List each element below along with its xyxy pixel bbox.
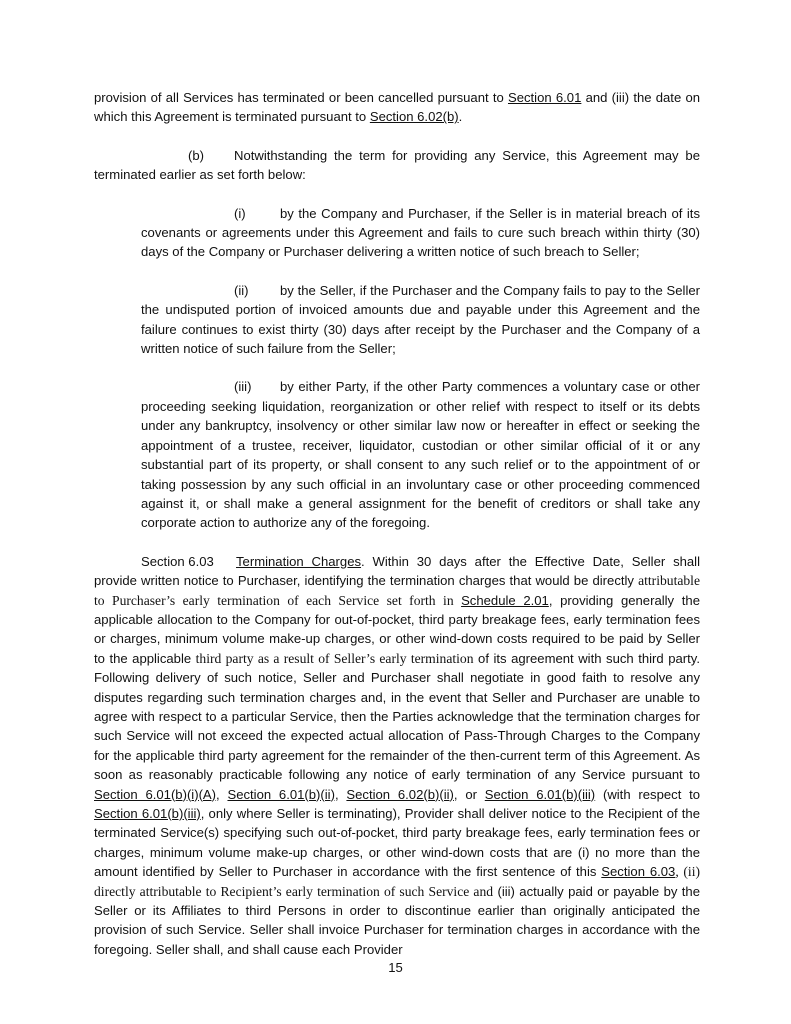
clause-ii (141, 281, 700, 359)
cross-reference-link[interactable]: Section 6.01(b)(iii) (94, 806, 201, 821)
text: and (iii) the date on which this Agreement is terminated pursuant to (94, 90, 701, 125)
text: . (458, 109, 463, 125)
text: , or (453, 786, 485, 802)
clause-text: by the Company and Purchaser, if the Seller is in material breach of its covenants or agreements under this Agreement and fails to cure such breach within thirty (30) days of the Company or Purchaser delivering a written notice of such breach to Seller; (141, 205, 700, 260)
document-body (94, 88, 700, 959)
cross-reference-link[interactable]: Section 6.01 (507, 90, 582, 105)
cross-reference-link[interactable]: Section 6.01(b)(ii) (227, 786, 335, 802)
clause-text: Notwithstanding the term for providing any Service, this Agreement may be terminated earlier as set forth below: (94, 147, 700, 183)
text: , (216, 786, 228, 802)
clause-label: (i) (234, 205, 246, 221)
text: provision of all Services has terminated or been cancelled pursuant to (94, 90, 508, 105)
text: , providing generally the applicable allocation to the Company for out-of-pocket, third party breakage fees, early termination fees or charges, minimum volume make-up charges, or other wind-down costs required to be paid by Seller to the applicable (94, 592, 700, 666)
cross-reference-link[interactable]: Section 6.02(b)(ii) (346, 786, 454, 802)
cross-reference-link[interactable]: Section 6.02(b) (369, 109, 459, 125)
clause-label: (b) (188, 147, 205, 163)
cross-reference-link[interactable]: Section 6.01(b)(iii) (484, 786, 596, 802)
section-heading: Termination Charges (236, 553, 362, 569)
text: of its agreement with such third party. Following delivery of such notice, Seller and Purchaser shall negotiate in good faith to resolve any disputes regarding such termination charges and, in the event that Seller and Purchaser are unable to agree with respect to a particular Service, then the Parties acknowledge that the termination charges for such Service will not exceed the expected actual allocation of Pass-Through Charges to the Company for the applicable third party agreement for the remainder of the then-current term of this Agreement. As soon as reasonably practicable following any notice of early termination of any Service pursuant to (94, 650, 700, 783)
text: , (334, 786, 347, 802)
text: (iii) actually paid or payable by the Seller or its Affiliates to third Persons in order to discontinue earlier than originally anticipated the provision of such Service. Seller shall invoice Purchaser for termination charges in accordance with the foregoing. Seller shall, and shall cause each Provider (94, 883, 700, 957)
section-number: Section 6.03 (141, 553, 214, 569)
paragraph-continuation (94, 88, 700, 127)
clause-label: (ii) (234, 282, 249, 298)
clause-text: by the Seller, if the Purchaser and the Company fails to pay to the Seller the undisputed portion of invoiced amounts due and payable under this Agreement and the failure continues to exist thirty (30) days after receipt by the Purchaser and the Company of a written notice of such failure from the Seller; (141, 282, 700, 357)
clause-text: by either Party, if the other Party commences a voluntary case or other proceeding seeking liquidation, reorganization or other relief with respect to itself or its debts under any bankruptcy, insolvency or other similar law now or hereafter in effect or seeking the appointment of a trustee, receiver, liquidator, custodian or other similar official of it or any substantial part of its property, or shall consent to any such relief or to the appointment of or taking possession by any such official in an involuntary case or other proceeding commenced against it, or shall make a general assignment for the benefit of creditors or shall take any corporate action to authorize any of the foregoing. (141, 379, 700, 531)
clause-i (141, 204, 700, 262)
text: third party as a result of Seller’s early termination (195, 650, 474, 666)
text: attributable to Purchaser’s early termination of each Service set forth in (94, 573, 700, 608)
paragraph-b (94, 146, 700, 185)
cross-reference-link[interactable]: Section 6.01(b)(i)(A) (94, 786, 217, 802)
cross-reference-link[interactable]: Schedule 2.01 (461, 592, 549, 608)
text: , only where Seller is terminating), Provider shall deliver notice to the Recipient of the terminated Service(s) specifying such out-of-pocket, third party breakage fees, early termination fees or charges, minimum volume make-up charges, or other wind-down costs that are (i) no more than the amount identified by Seller to Purchaser in accordance with the first sentence of this (94, 806, 700, 880)
section-6-03 (94, 552, 700, 960)
clause-label: (iii) (234, 379, 252, 395)
text: , (ii) directly attributable to Recipient’s early termination of such Service and (94, 864, 700, 899)
text: (with respect to (595, 786, 701, 802)
page-number: 15 (388, 960, 403, 975)
clause-iii (141, 377, 700, 532)
text: . Within 30 days after the Effective Date, Seller shall provide written notice to Purchaser, identifying the termination charges that would be directly (94, 553, 701, 589)
cross-reference-link[interactable]: Section 6.03 (601, 864, 676, 880)
